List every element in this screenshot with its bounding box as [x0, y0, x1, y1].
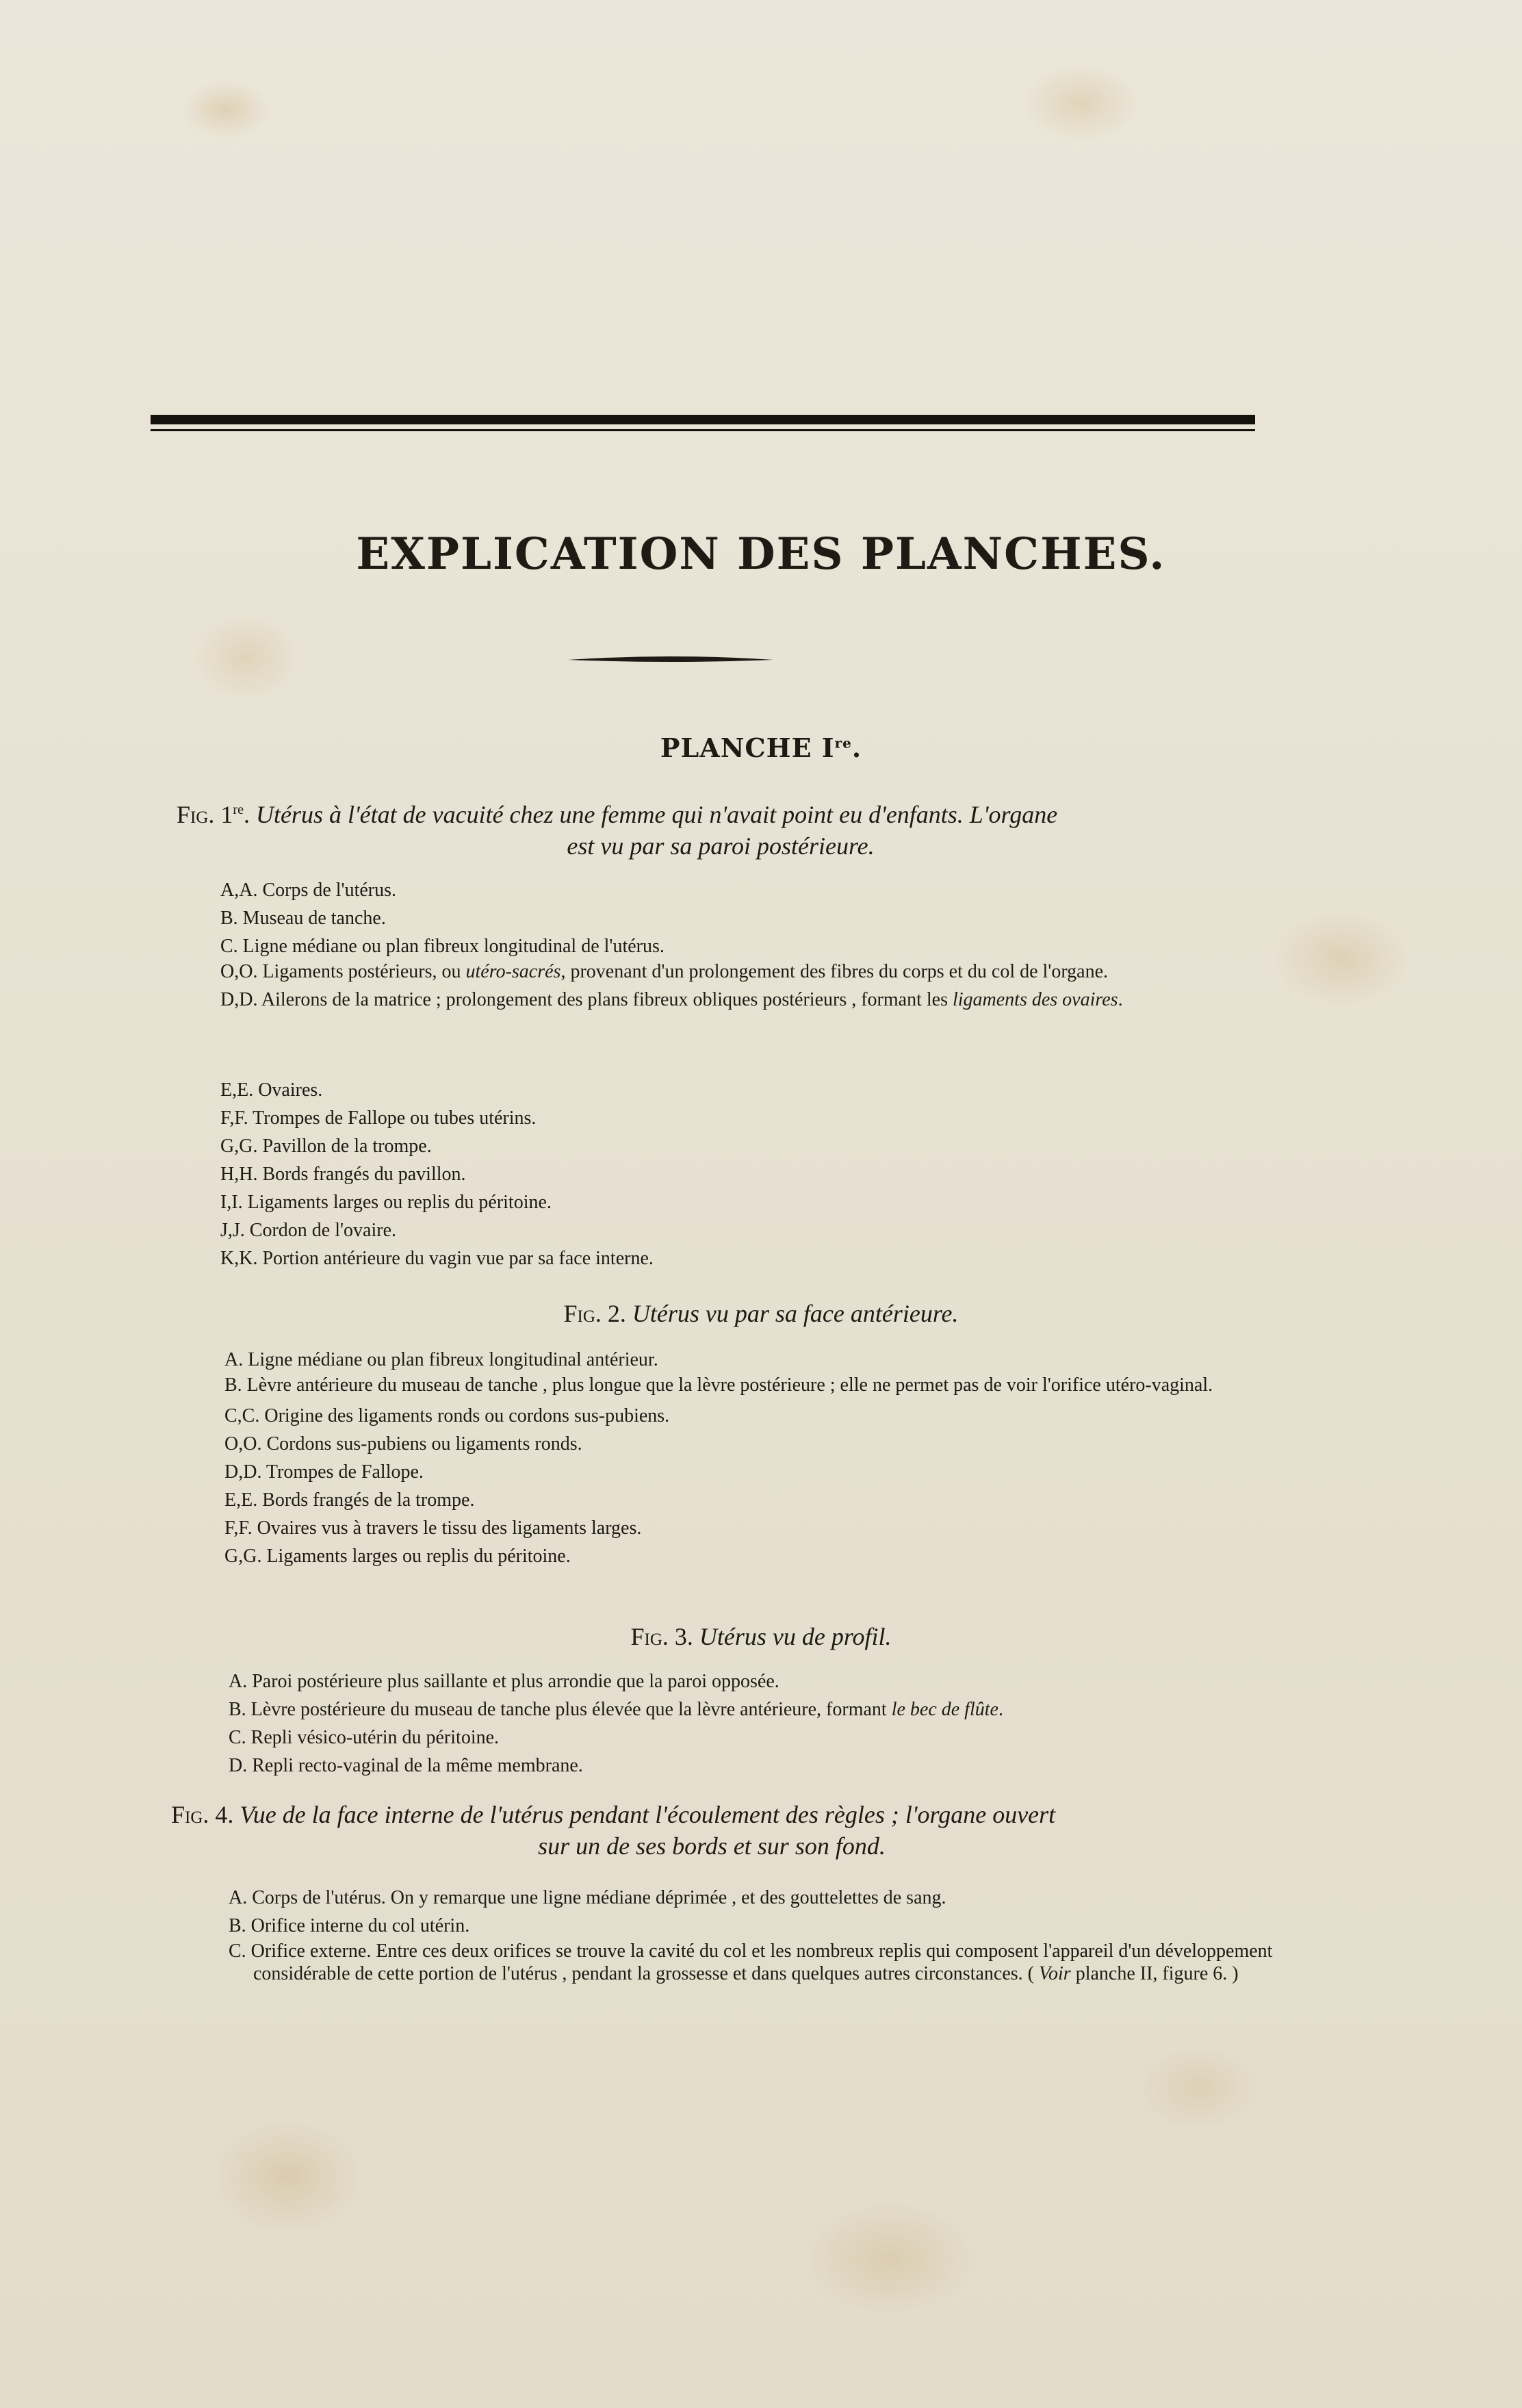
legend-item-text: D,D. Ailerons de la matrice ; prolongement des plans fibreux obliques postérieurs , formant les [220, 989, 953, 1010]
fig4-caption-line1: Vue de la face interne de l'utérus pendant l'écoulement des règles ; l'organe ouvert [240, 1801, 1056, 1828]
fig4-caption-line2: sur un de ses bords et sur son fond. [538, 1832, 886, 1860]
top-rule-thin [151, 429, 1255, 431]
legend-item: G,G. Pavillon de la trompe. [220, 1136, 432, 1157]
legend-item: F,F. Trompes de Fallope ou tubes utérins. [220, 1107, 537, 1129]
legend-item: G,G. Ligaments larges ou replis du péritoine. [224, 1546, 571, 1567]
fig1-number: Fig. 1 [177, 801, 233, 828]
legend-item: K,K. Portion antérieure du vagin vue par sa face interne. [220, 1248, 654, 1269]
fig1-caption-line2: est vu par sa paroi postérieure. [567, 832, 875, 860]
legend-item: I,I. Ligaments larges ou replis du péritoine. [220, 1192, 552, 1213]
fig3-heading [0, 1621, 1522, 1652]
legend-item: A. Corps de l'utérus. On y remarque une ligne médiane déprimée , et des gouttelettes de sang. [229, 1887, 946, 1908]
plate-title-sup: re [834, 734, 852, 752]
fig1-legend-a [220, 876, 1267, 1016]
plate-title-suffix: . [851, 732, 862, 763]
legend-item: F,F. Ovaires vus à travers le tissu des ligaments larges. [224, 1517, 642, 1539]
legend-item-text: O,O. Ligaments postérieurs, ou [220, 961, 466, 982]
fig1-number-suffix: . [243, 801, 256, 828]
fig3-number: Fig. 3. [630, 1623, 699, 1650]
legend-item-text: . [998, 1699, 1003, 1720]
legend-item: C. Repli vésico-utérin du péritoine. [229, 1727, 500, 1748]
legend-item: A. Ligne médiane ou plan fibreux longitudinal antérieur. [224, 1349, 658, 1370]
fig4-heading-line1 [171, 1799, 1293, 1830]
fig2-caption: Utérus vu par sa face antérieure. [632, 1300, 959, 1327]
ornament-divider [568, 654, 773, 665]
legend-item: B. Orifice interne du col utérin. [229, 1915, 470, 1936]
plate-title-text: PLANCHE I [660, 732, 835, 763]
fig1-caption-line1: Utérus à l'état de vacuité chez une femme qui n'avait point eu d'enfants. L'organe [255, 801, 1058, 828]
legend-item-text: B. Lèvre postérieure du museau de tanche plus élevée que la lèvre antérieure, formant [229, 1699, 892, 1720]
legend-item-emphasis: le bec de flûte [891, 1699, 998, 1720]
legend-item: B. Museau de tanche. [220, 908, 386, 929]
fig4-heading [171, 1799, 1293, 1862]
legend-item [229, 1940, 1282, 1985]
legend-item-text: planche II, figure 6. ) [1070, 1963, 1239, 1984]
legend-item: H,H. Bords frangés du pavillon. [220, 1164, 466, 1185]
legend-item: D. Repli recto-vaginal de la même membrane. [229, 1755, 583, 1776]
legend-item: A. Paroi postérieure plus saillante et plus arrondie que la paroi opposée. [229, 1671, 779, 1692]
legend-item: C. Ligne médiane ou plan fibreux longitudinal de l'utérus. [220, 936, 665, 957]
fig3-caption: Utérus vu de profil. [699, 1623, 892, 1650]
legend-item: E,E. Bords frangés de la trompe. [224, 1489, 475, 1511]
legend-item-text: . [1118, 989, 1123, 1010]
fig2-number: Fig. 2. [563, 1300, 632, 1327]
legend-item: D,D. Trompes de Fallope. [224, 1461, 424, 1483]
legend-item: E,E. Ovaires. [220, 1079, 323, 1101]
legend-item-emphasis: Voir [1039, 1963, 1071, 1984]
legend-item-text: C. Orifice externe. Entre ces deux orifices se trouve la cavité du col et les nombreux replis qui composent l'appareil d'un développement considérable de cette portion de l'utérus , pendant la grossesse et dans quelques autres circonstances. ( [229, 1941, 1273, 1984]
fig2-heading [0, 1298, 1522, 1329]
legend-item: O,O. Cordons sus-pubiens ou ligaments ronds. [224, 1433, 582, 1455]
plate-title [0, 732, 1522, 763]
legend-item [220, 960, 1267, 983]
fig1-heading-line1 [177, 794, 1244, 830]
legend-item: C,C. Origine des ligaments ronds ou cordons sus-pubiens. [224, 1405, 670, 1426]
legend-item-emphasis: ligaments des ovaires [952, 989, 1118, 1010]
legend-item-emphasis: utéro-sacrés [465, 961, 561, 982]
fig4-number: Fig. 4. [171, 1801, 240, 1828]
legend-item: A,A. Corps de l'utérus. [220, 880, 397, 901]
page-title: EXPLICATION DES PLANCHES. [356, 528, 1166, 580]
fig3-legend [229, 1667, 1276, 1780]
top-rule-thick [151, 415, 1255, 424]
legend-item [229, 1695, 1276, 1724]
legend-item: B. Lèvre antérieure du museau de tanche , plus longue que la lèvre postérieure ; elle ne permet pas de voir l'orifice utéro-vaginal. [224, 1374, 1213, 1396]
fig1-number-sup: re [233, 802, 244, 817]
fig4-legend [229, 1884, 1282, 1990]
legend-item-text: , provenant d'un prolongement des fibres du corps et du col de l'organe. [560, 961, 1109, 982]
legend-item [220, 988, 1267, 1011]
fig1-legend-b [220, 1076, 1267, 1272]
fig2-legend [224, 1346, 1272, 1570]
legend-item: J,J. Cordon de l'ovaire. [220, 1220, 397, 1241]
fig1-heading [177, 794, 1244, 862]
